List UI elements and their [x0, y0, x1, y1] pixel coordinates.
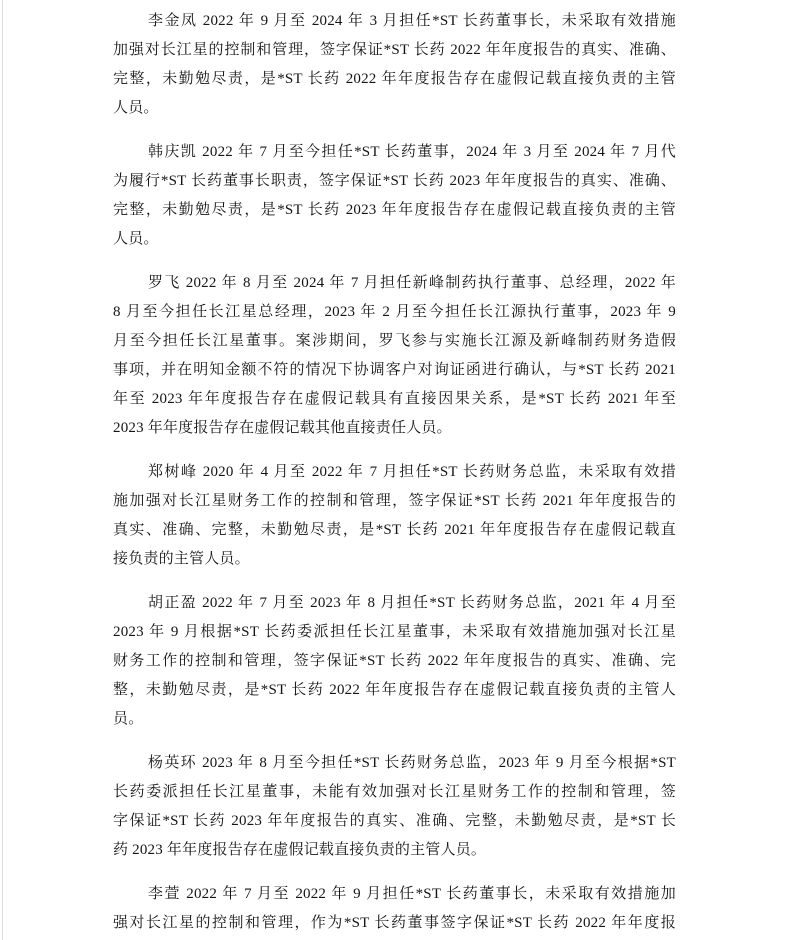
paragraph	[113, 7, 676, 123]
text-line: 事项，并在明知金额不符的情况下协调客户对询证函进行确认，与*ST 长药 2021	[113, 362, 676, 378]
page-edge-line	[2, 0, 3, 940]
text-line: 人员。	[113, 100, 159, 116]
text-line: 2023 年 9 月根据*ST 长药委派担任长江星董事，未采取有效措施加强对长江星	[113, 624, 676, 640]
text-line: 郑树峰 2020 年 4 月至 2022 年 7 月担任*ST 长药财务总监，未采取有效措	[148, 464, 676, 480]
text-line: 完整，未勤勉尽责，是*ST 长药 2023 年年度报告存在虚假记载直接负责的主管	[113, 202, 676, 218]
text-line: 2023 年年度报告存在虚假记载其他直接责任人员。	[113, 420, 452, 436]
text-line: 月至今担任长江星董事。案涉期间，罗飞参与实施长江源及新峰制药财务造假	[113, 333, 676, 349]
text-line: 李萱 2022 年 7 月至 2022 年 9 月担任*ST 长药董事长，未采取有效措施加	[148, 886, 676, 902]
paragraph	[113, 138, 676, 254]
text-line: 罗飞 2022 年 8 月至 2024 年 7 月担任新峰制药执行董事、总经理，2022 年	[148, 275, 676, 291]
text-line: 年至 2023 年年度报告存在虚假记载具有直接因果关系，是*ST 长药 2021 年至	[113, 391, 676, 407]
text-line: 字保证*ST 长药 2023 年年度报告的真实、准确、完整，未勤勉尽责，是*ST 长	[113, 813, 676, 829]
paragraph	[113, 749, 676, 865]
text-line: 为履行*ST 长药董事长职责，签字保证*ST 长药 2023 年年度报告的真实、准确、	[113, 173, 676, 189]
text-line: 胡正盈 2022 年 7 月至 2023 年 8 月担任*ST 长药财务总监，2021 年 4 月至	[148, 595, 676, 611]
text-line: 8 月至今担任长江星总经理，2023 年 2 月至今担任长江源执行董事，2023 年 9	[113, 304, 676, 320]
paragraph	[113, 458, 676, 574]
text-line: 整，未勤勉尽责，是*ST 长药 2022 年年度报告存在虚假记载直接负责的主管人	[113, 682, 676, 698]
paragraph	[113, 589, 676, 734]
text-line: 完整，未勤勉尽责，是*ST 长药 2022 年年度报告存在虚假记载直接负责的主管	[113, 71, 676, 87]
text-line: 长药委派担任长江星董事，未能有效加强对长江星财务工作的控制和管理，签	[113, 784, 676, 800]
text-line: 员。	[113, 711, 144, 727]
text-line: 强对长江星的控制和管理，作为*ST 长药董事签字保证*ST 长药 2022 年年度报	[113, 915, 676, 931]
text-line: 药 2023 年年度报告存在虚假记载直接负责的主管人员。	[113, 842, 487, 858]
text-line: 杨英环 2023 年 8 月至今担任*ST 长药财务总监，2023 年 9 月至今根据*ST	[148, 755, 676, 771]
text-line: 人员。	[113, 231, 159, 247]
text-line: 财务工作的控制和管理，签字保证*ST 长药 2022 年年度报告的真实、准确、完	[113, 653, 676, 669]
text-line: 真实、准确、完整，未勤勉尽责，是*ST 长药 2021 年年度报告存在虚假记载直	[113, 522, 676, 538]
text-line: 李金凤 2022 年 9 月至 2024 年 3 月担任*ST 长药董事长，未采取有效措施	[148, 13, 676, 29]
text-line: 施加强对长江星财务工作的控制和管理，签字保证*ST 长药 2021 年年度报告的	[113, 493, 676, 509]
paragraph	[113, 269, 676, 443]
text-line: 接负责的主管人员。	[113, 551, 250, 567]
text-line: 韩庆凯 2022 年 7 月至今担任*ST 长药董事，2024 年 3 月至 2024 年 7 月代	[148, 144, 676, 160]
paragraph	[113, 880, 676, 938]
text-line: 加强对长江星的控制和管理，签字保证*ST 长药 2022 年年度报告的真实、准确、	[113, 42, 676, 58]
document-text-block	[113, 7, 676, 938]
